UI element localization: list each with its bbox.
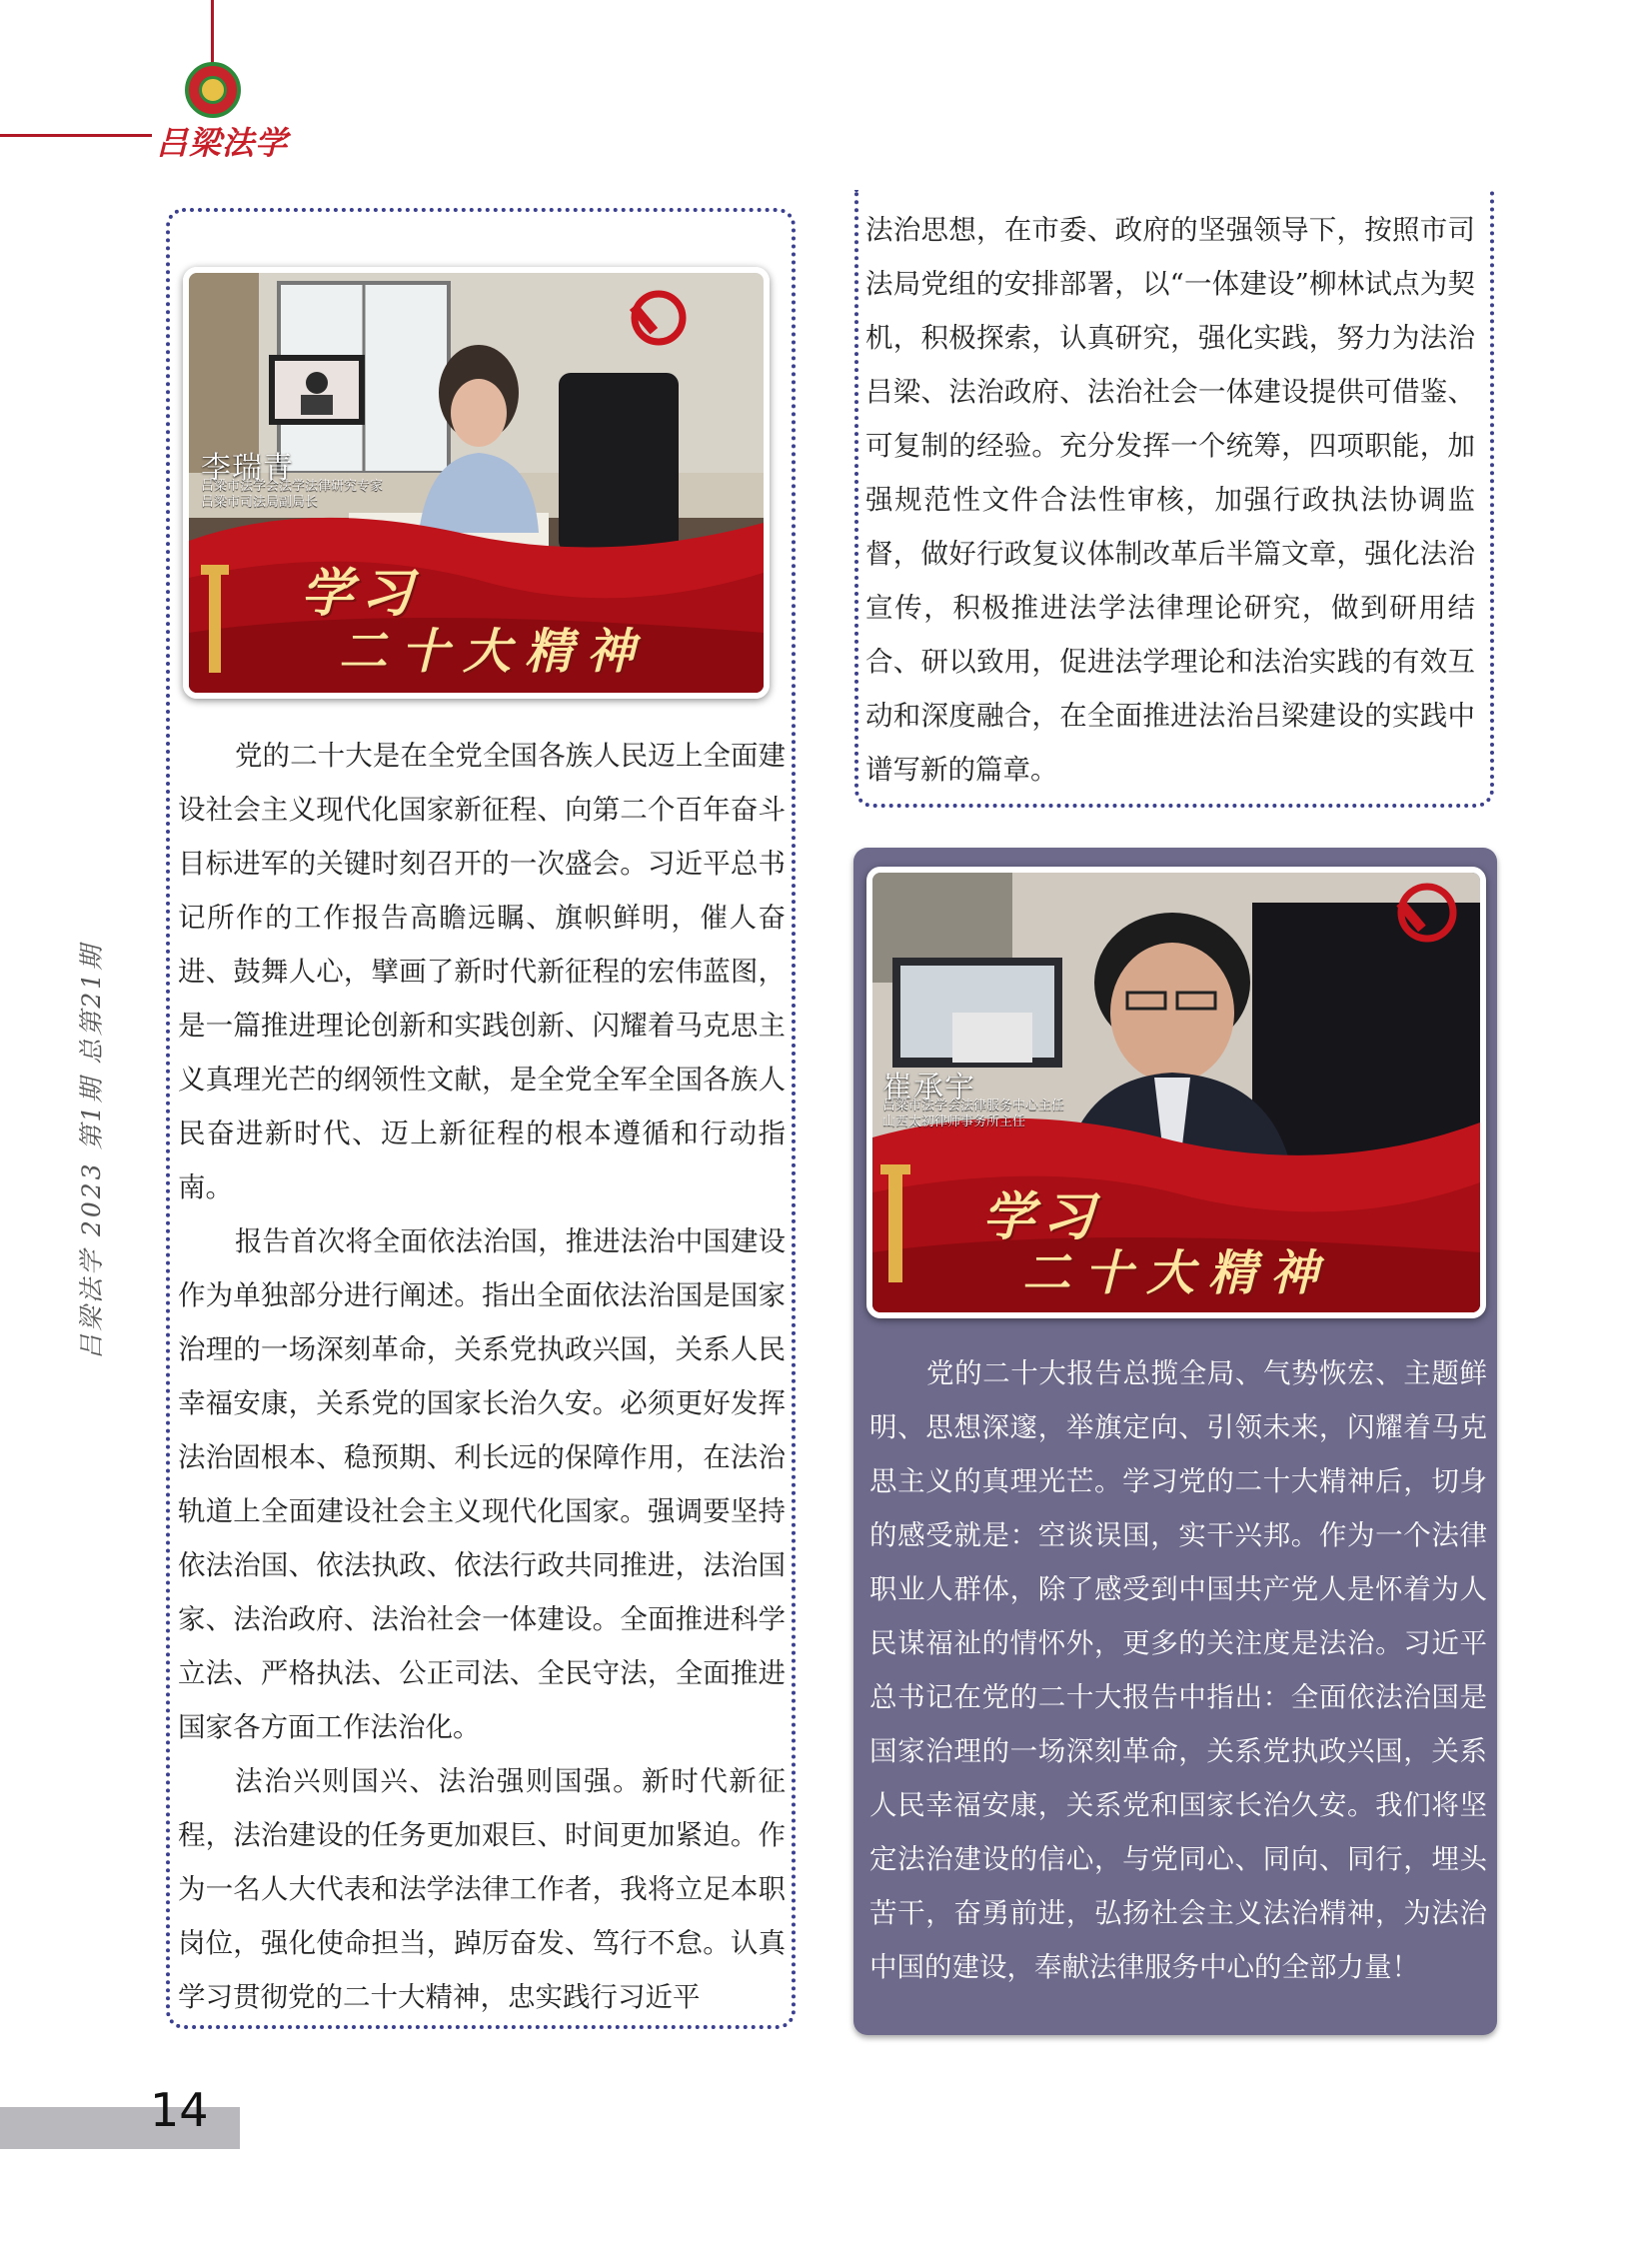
photo-li-ruiqing bbox=[183, 267, 770, 699]
photo1-banner-line1: 学习 bbox=[301, 563, 422, 624]
photo1-person-name: 李瑞青 bbox=[201, 451, 294, 486]
logo-emblem-icon bbox=[185, 62, 241, 118]
header-vertical-rule bbox=[211, 0, 214, 70]
article1-paragraph-1: 党的二十大是在全党全国各族人民迈上全面建设社会主义现代化国家新征程、向第二个百年奋斗目标进军的关键时刻召开的一次盛会。习近平总书记所作的工作报告高瞻远瞩、旗帜鲜明，催人奋进、鼓舞人心，擘画了新时代新征程的宏伟蓝图，是一篇推进理论创新和实践创新、闪耀着马克思主义真理光芒的纲领性文献，是全党全军全国各族人民奋进新时代、迈上新征程的根本遵循和行动指南。 bbox=[178, 740, 786, 1203]
issue-vertical-text: 吕梁法学 2023 第1期 总第21期 bbox=[77, 942, 106, 1359]
article1-continuation-paragraph: 法治思想，在市委、政府的坚强领导下，按照市司法局党组的安排部署，以“一体建设”柳林试点为契机，积极探索，认真研究，强化实践，努力为法治吕梁、法治政府、法治社会一体建设提供可借鉴、可复制的经验。充分发挥一个统筹，四项职能，加强规范性文件合法性审核，加强行政执法协调监督，做好行政复议体制改革后半篇文章，强化法治宣传，积极推进法学法律理论研究，做到研用结合、研以致用，促进法学理论和法治实践的有效互动和深度融合，在全面推进法治吕梁建设的实践中谱写新的篇章。 bbox=[865, 214, 1475, 786]
page-number: 14 bbox=[150, 2083, 209, 2137]
article1-body bbox=[178, 729, 786, 2024]
photo1-banner-line2: 二十大精神 bbox=[339, 624, 650, 680]
photo-cui-chengyu bbox=[866, 867, 1486, 1318]
photo2-person-name: 崔承宇 bbox=[882, 1071, 975, 1106]
photo2-title-line1: 吕梁市法学会法律服务中心主任 bbox=[882, 1099, 1065, 1114]
article2-paragraph: 党的二十大报告总揽全局、气势恢宏、主题鲜明、思想深邃，举旗定向、引领未来，闪耀着马克思主义的真理光芒。学习党的二十大精神后，切身的感受就是：空谈误国，实干兴邦。作为一个法律职业人群体，除了感受到中国共产党人是怀着为人民谋福祉的情怀外，更多的关注度是法治。习近平总书记在党的二十大报告中指出：全面依法治国是国家治理的一场深刻革命，关系党执政兴国，关系人民幸福安康，关系党和国家长治久安。我们将坚定法治建设的信心，与党同心、同向、同行，埋头苦干，奋勇前进，弘扬社会主义法治精神，为法治中国的建设，奉献法律服务中心的全部力量！ bbox=[869, 1357, 1487, 1983]
article2-body bbox=[869, 1346, 1487, 1994]
photo2-banner-line2: 二十大精神 bbox=[1022, 1245, 1333, 1301]
photo2-title-line2: 山西太初律师事务所主任 bbox=[882, 1115, 1026, 1129]
header-horizontal-rule bbox=[0, 134, 152, 137]
article1-continuation bbox=[865, 203, 1475, 797]
article1-paragraph-2: 报告首次将全面依法治国，推进法治中国建设作为单独部分进行阐述。指出全面依法治国是国家治理的一场深刻革命，关系党执政兴国，关系人民幸福安康，关系党的国家长治久安。必须更好发挥法治固根本、稳预期、利长远的保障作用，在法治轨道上全面建设社会主义现代化国家。强调要坚持依法治国、依法执政、依法行政共同推进，法治国家、法治政府、法治社会一体建设。全面推进科学立法、严格执法、公正司法、全民守法，全面推进国家各方面工作法治化。 bbox=[178, 1225, 786, 1743]
logo-text: 吕梁法学 bbox=[156, 124, 289, 162]
photo1-title-line2: 吕梁市司法局副局长 bbox=[201, 495, 319, 510]
photo2-banner-line1: 学习 bbox=[982, 1186, 1103, 1247]
photo1-title-line1: 吕梁市法学会法学法律研究专家 bbox=[201, 479, 384, 494]
article1-paragraph-3: 法治兴则国兴、法治强则国强。新时代新征程，法治建设的任务更加艰巨、时间更加紧迫。作为一名人大代表和法学法律工作者，我将立足本职岗位，强化使命担当，踔厉奋发、笃行不怠。认真学习贯彻党的二十大精神，忠实践行习近平 bbox=[178, 1765, 786, 2013]
